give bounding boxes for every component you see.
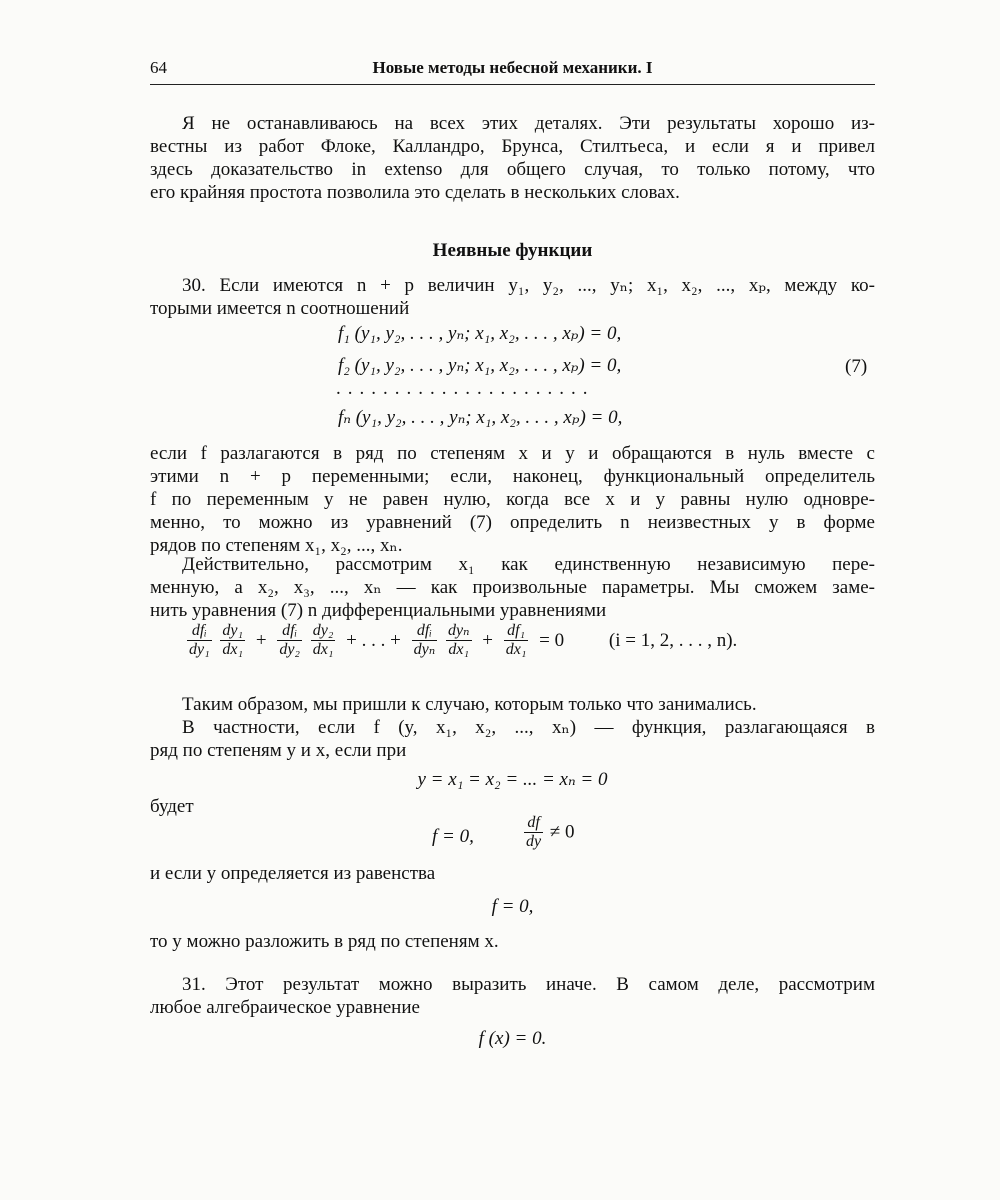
- particular-paragraph: [150, 716, 875, 762]
- text-line: то y можно разложить в ряд по степеням x.: [150, 931, 499, 952]
- fraction: $\frac{\text{df₁}}{\text{dx₁}}$: [505, 622, 527, 658]
- equation-dots: ......................: [336, 378, 595, 399]
- text-line: будет: [150, 796, 194, 817]
- thus-paragraph: [150, 693, 875, 716]
- index-range: (i = 1, 2, . . . , n).: [608, 629, 738, 651]
- text-line: его крайняя простота позволила это сделать в нескольких словах.: [150, 182, 680, 203]
- text-line: вестны из работ Флоке, Калландро, Брунса, Стилтьеса, и если я и привел: [150, 136, 875, 157]
- text-line: любое алгебраическое уравнение: [150, 997, 420, 1018]
- running-header: [150, 58, 875, 82]
- equation-f2: f₂ (y₁, y₂, . . . , yₙ; x₁, x₂, . . . , xₚ) = 0,: [338, 355, 622, 376]
- equation-number-7: (7): [845, 356, 868, 377]
- text-line: Таким образом, мы пришли к случаю, которым только что занимались.: [182, 694, 757, 715]
- conditions-paragraph: [150, 442, 875, 557]
- equation-fn: fₙ (y₁, y₂, . . . , yₙ; x₁, x₂, . . . , xₚ) = 0,: [338, 407, 623, 428]
- fraction: $\frac{\text{dfᵢ}}{\text{dyₙ}}$: [413, 622, 436, 658]
- text-line: В частности, если f (y, x₁, x₂, ..., xₙ) — функция, разлагающаяся в: [182, 717, 875, 738]
- equation-f-zero: f = 0,: [432, 826, 474, 847]
- equals-zero: = 0: [539, 629, 565, 651]
- equation-f-zero-2: f = 0,: [491, 896, 534, 917]
- fraction: $\frac{df}{dy}$: [526, 814, 542, 850]
- text-line: 31. Этот результат можно выразить иначе. В самом деле, рассмотрим: [182, 974, 875, 995]
- text-line: ряд по степеням y и x, если при: [150, 740, 407, 761]
- fraction: $\frac{\text{dy₂}}{\text{dx₁}}$: [312, 622, 334, 658]
- running-title: Новые методы небесной механики. I: [372, 58, 653, 77]
- text-line: 30. Если имеются n + p величин y₁, y₂, ..., yₙ; x₁, x₂, ..., xₚ, между ко-: [182, 275, 875, 296]
- differential-equation: [185, 622, 737, 659]
- equation-f1: f₁ (y₁, y₂, . . . , yₙ; x₁, x₂, . . . , xₚ) = 0,: [338, 323, 622, 344]
- intro-paragraph: [150, 112, 875, 204]
- text-line: этими n + p переменными; если, наконец, функциональный определитель: [150, 466, 875, 487]
- then-line: [150, 930, 875, 953]
- text-line: если f разлагаются в ряд по степеням x и y и обращаются в нуль вместе с: [150, 443, 875, 464]
- equation-dfdy: [522, 814, 575, 851]
- text-line: торыми имеется n соотношений: [150, 298, 410, 319]
- section-30-intro: [150, 274, 875, 320]
- text-line: менно, то можно из уравнений (7) определить n неизвестных y в форме: [150, 512, 875, 533]
- fraction: $\frac{\text{dy₁}}{\text{dx₁}}$: [222, 622, 244, 658]
- text-line: f по переменным y не равен нулю, когда все x и y равны нулю одновре-: [150, 489, 875, 510]
- text-line: менную, а x₂, x₃, ..., xₙ — как произвольные параметры. Мы сможем заме-: [150, 577, 875, 598]
- section-31: [150, 973, 875, 1019]
- indeed-paragraph: [150, 553, 875, 622]
- plus-sign: +: [255, 629, 267, 651]
- header-rule: [150, 84, 875, 85]
- plus-sign: +: [482, 629, 493, 651]
- fraction: $\frac{\text{dyₙ}}{\text{dx₁}}$: [447, 622, 470, 658]
- ellipsis-sum: + . . . +: [346, 629, 401, 651]
- if-y-line: [150, 862, 875, 885]
- page-number: 64: [150, 58, 167, 77]
- fraction: $\frac{\text{dfᵢ}}{\text{dy₂}}$: [279, 622, 300, 658]
- equation-zero: y = x₁ = x₂ = ... = xₙ = 0: [417, 769, 608, 790]
- text-line: рядов по степеням x₁, x₂, ..., xₙ.: [150, 535, 403, 556]
- not-equal-zero: ≠ 0: [549, 821, 575, 843]
- fraction: $\frac{\text{dfᵢ}}{\text{dy₁}}$: [189, 622, 210, 658]
- section-heading: Неявные функции: [432, 240, 593, 261]
- budet-line: [150, 795, 875, 818]
- equation-fx: f (x) = 0.: [478, 1028, 547, 1049]
- text-line: Я не останавливаюсь на всех этих деталях. Эти результаты хорошо из-: [182, 113, 875, 134]
- text-line: и если y определяется из равенства: [150, 863, 436, 884]
- text-line: нить уравнения (7) n дифференциальными уравнениями: [150, 600, 607, 621]
- text-line: Действительно, рассмотрим x₁ как единственную независимую пере-: [182, 554, 875, 575]
- text-line: здесь доказательство in extenso для общего случая, то только потому, что: [150, 159, 875, 180]
